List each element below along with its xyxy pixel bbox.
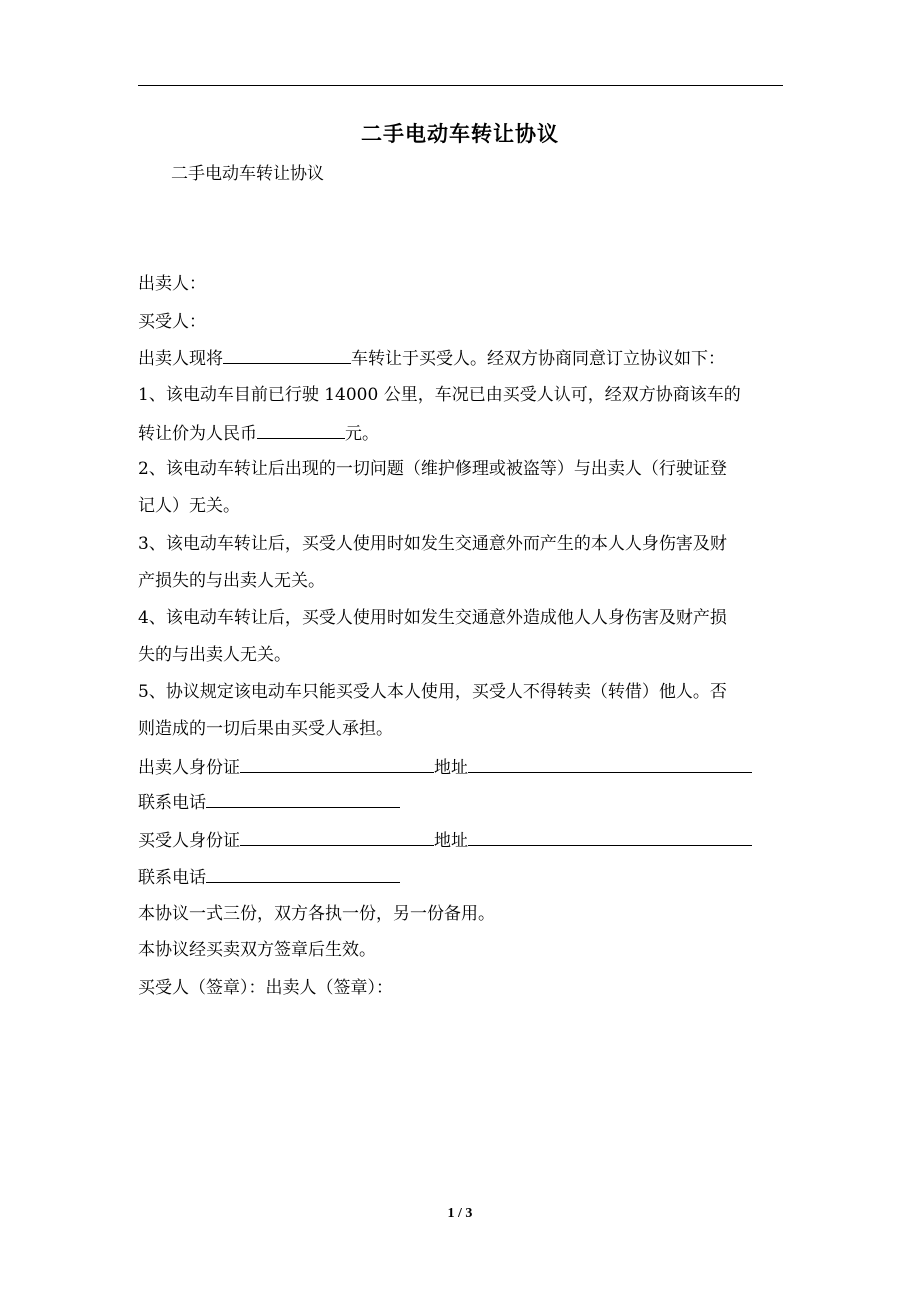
buyer-id-line bbox=[138, 828, 752, 853]
seller-phone-line bbox=[138, 790, 400, 815]
buyer-address-label: 地址 bbox=[434, 831, 468, 851]
buyer-id-label: 买受人身份证 bbox=[138, 831, 240, 851]
price-prefix: 转让价为人民币 bbox=[138, 424, 257, 444]
document-title: 二手电动车转让协议 bbox=[361, 121, 559, 146]
intro-suffix: 车转让于买受人。经双方协商同意订立协议如下： bbox=[351, 349, 725, 369]
buyer-id-blank[interactable] bbox=[240, 828, 434, 846]
effective-note: 本协议经买卖双方签章后生效。 bbox=[138, 940, 376, 960]
buyer-phone-line bbox=[138, 865, 400, 890]
clause-5-line-1: 5、协议规定该电动车只能买受人本人使用，买受人不得转卖（转借）他人。否 bbox=[138, 682, 727, 702]
price-suffix: 元。 bbox=[345, 424, 379, 444]
price-blank[interactable] bbox=[257, 421, 345, 439]
page-number: 1 / 3 bbox=[447, 1206, 473, 1221]
clause-1-line-2 bbox=[138, 421, 379, 446]
clause-2-line-1: 2、该电动车转让后出现的一切问题（维护修理或被盗等）与出卖人（行驶证登 bbox=[138, 459, 727, 479]
seller-address-label: 地址 bbox=[434, 758, 468, 778]
clause-5-line-2: 则造成的一切后果由买受人承担。 bbox=[138, 719, 393, 739]
seller-id-line bbox=[138, 755, 752, 780]
buyer-address-blank[interactable] bbox=[468, 828, 752, 846]
intro-line bbox=[138, 346, 725, 371]
document-subtitle: 二手电动车转让协议 bbox=[171, 164, 324, 184]
clause-2-line-2: 记人）无关。 bbox=[138, 496, 240, 516]
copies-note: 本协议一式三份，双方各执一份，另一份备用。 bbox=[138, 904, 495, 924]
signature-line: 买受人（签章）：出卖人（签章）： bbox=[138, 978, 393, 998]
seller-phone-label: 联系电话 bbox=[138, 793, 206, 813]
vehicle-blank[interactable] bbox=[223, 346, 351, 364]
clause-1-line-1: 1、该电动车目前已行驶 14000 公里，车况已由买受人认可，经双方协商该车的 bbox=[138, 385, 741, 405]
clause-4-line-2: 失的与出卖人无关。 bbox=[138, 645, 291, 665]
buyer-phone-blank[interactable] bbox=[206, 865, 400, 883]
intro-prefix: 出卖人现将 bbox=[138, 349, 223, 369]
seller-id-label: 出卖人身份证 bbox=[138, 758, 240, 778]
clause-3-line-2: 产损失的与出卖人无关。 bbox=[138, 571, 325, 591]
buyer-line bbox=[138, 310, 206, 334]
buyer-phone-label: 联系电话 bbox=[138, 868, 206, 888]
seller-label: 出卖人： bbox=[138, 274, 206, 294]
seller-phone-blank[interactable] bbox=[206, 790, 400, 808]
clause-3-line-1: 3、该电动车转让后，买受人使用时如发生交通意外而产生的本人人身伤害及财 bbox=[138, 534, 727, 554]
clause-4-line-1: 4、该电动车转让后，买受人使用时如发生交通意外造成他人人身伤害及财产损 bbox=[138, 608, 727, 628]
header-rule bbox=[138, 85, 783, 86]
seller-id-blank[interactable] bbox=[240, 755, 434, 773]
buyer-label: 买受人： bbox=[138, 312, 206, 332]
seller-address-blank[interactable] bbox=[468, 755, 752, 773]
seller-line bbox=[138, 272, 206, 296]
